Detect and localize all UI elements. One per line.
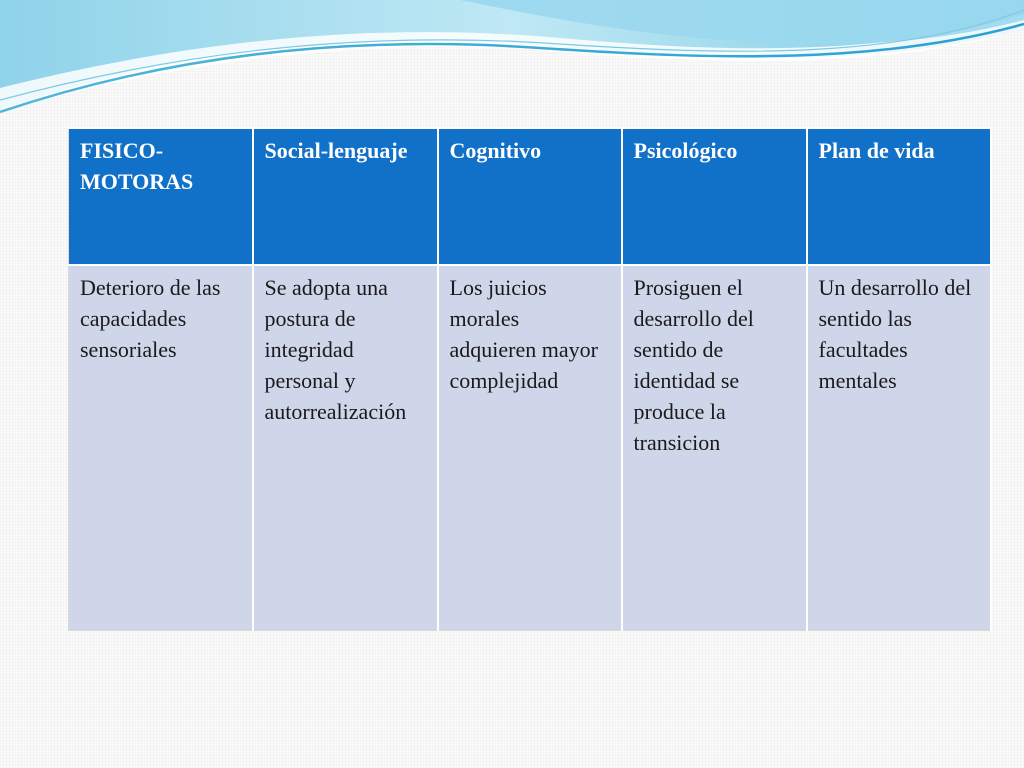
header-social-lenguaje: Social-lenguaje <box>253 128 438 265</box>
cell-social-lenguaje: Se adopta una postura de integridad personal y autorrealización <box>253 265 438 631</box>
header-fisico-motoras: FISICO-MOTORAS <box>69 128 253 265</box>
table-header-row <box>69 128 991 265</box>
cell-fisico-motoras: Deterioro de las capacidades sensoriales <box>69 265 253 631</box>
decorative-wave-banner <box>0 0 1024 130</box>
header-cognitivo: Cognitivo <box>438 128 622 265</box>
development-areas-table <box>68 127 992 631</box>
cell-plan-de-vida: Un desarrollo del sentido las facultades mentales <box>807 265 991 631</box>
cell-psicologico: Prosiguen el desarrollo del sentido de identidad se produce la transicion <box>622 265 807 631</box>
header-psicologico: Psicológico <box>622 128 807 265</box>
table-row <box>69 265 991 631</box>
cell-cognitivo: Los juicios morales adquieren mayor complejidad <box>438 265 622 631</box>
header-plan-de-vida: Plan de vida <box>807 128 991 265</box>
